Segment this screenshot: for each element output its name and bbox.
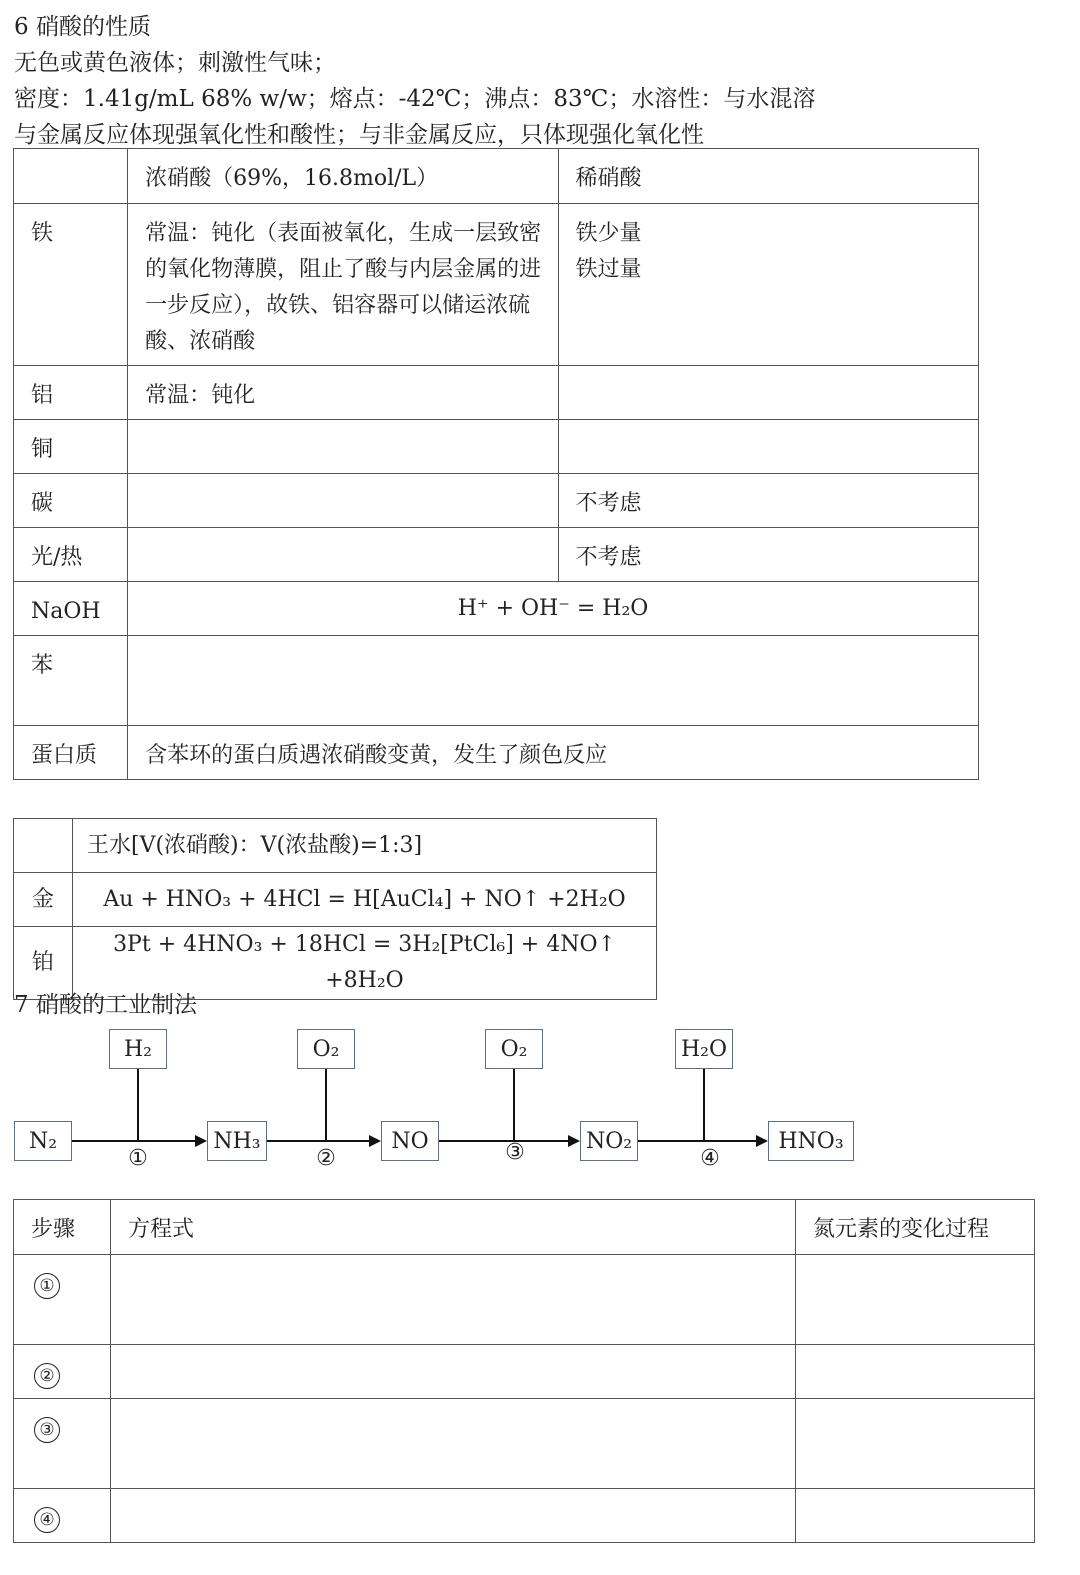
equation-cell (110, 1489, 795, 1543)
nitrogen-change-cell (795, 1489, 1034, 1543)
arrow-line (267, 1140, 371, 1142)
species-no: NO (381, 1121, 439, 1161)
equation-cell (110, 1399, 795, 1489)
aqua-regia-table (13, 818, 657, 1000)
step-number: ① (34, 1273, 60, 1299)
row-label: 金 (14, 873, 73, 927)
process-steps-table (13, 1199, 1035, 1543)
connector (513, 1069, 515, 1141)
header-equation: 方程式 (110, 1200, 795, 1255)
arrowhead (195, 1135, 207, 1147)
step-number: ④ (700, 1146, 720, 1171)
row-label: 铝 (14, 366, 128, 420)
table-row (14, 636, 979, 726)
section6-title: 6 硝酸的性质 (14, 14, 151, 40)
aqua-regia-header: 王水[V(浓硝酸)：V(浓盐酸)=1:3] (73, 819, 657, 873)
row-label: 铂 (14, 927, 73, 1000)
table-row (14, 1255, 1035, 1345)
step-number: ① (128, 1146, 148, 1171)
step-number: ④ (34, 1507, 60, 1533)
cell-dilute (558, 420, 978, 474)
reagent-h2: H₂ (109, 1029, 167, 1069)
arrow-line (72, 1140, 197, 1142)
cell-dilute: 铁少量 铁过量 (558, 204, 978, 366)
cell-concentrated: 常温：钝化（表面被氧化，生成一层致密的氧化物薄膜，阻止了酸与内层金属的进一步反应），故铁、铝容器可以储运浓硫酸、浓硝酸 (128, 204, 558, 366)
species-nh3: NH₃ (207, 1121, 267, 1161)
step-number: ② (34, 1363, 60, 1389)
step-number: ② (316, 1146, 336, 1171)
properties-line-3: 与金属反应体现强氧化性和酸性；与非金属反应，只体现强化氧化性 (14, 122, 704, 148)
step-number: ③ (34, 1417, 60, 1443)
reagent-h2o: H₂O (675, 1029, 733, 1069)
arrowhead (369, 1135, 381, 1147)
row-label: NaOH (14, 582, 128, 636)
blank-cell (14, 819, 73, 873)
row-label: 光/热 (14, 528, 128, 582)
table-row (14, 582, 979, 636)
benzene-cell (128, 636, 979, 726)
header-nitrogen-change: 氮元素的变化过程 (795, 1200, 1034, 1255)
naoh-equation: H⁺ + OH⁻ = H₂O (128, 582, 979, 636)
arrowhead (568, 1135, 580, 1147)
platinum-equation: 3Pt + 4HNO₃ + 18HCl = 3H₂[PtCl₆] + 4NO↑ +8H₂O (73, 927, 657, 1000)
header-blank (14, 149, 128, 204)
cell-concentrated: 常温：钝化 (128, 366, 558, 420)
nitrogen-change-cell (795, 1399, 1034, 1489)
cell-concentrated (128, 420, 558, 474)
arrowhead (756, 1135, 768, 1147)
header-step: 步骤 (14, 1200, 111, 1255)
row-label: 蛋白质 (14, 726, 128, 780)
equation-cell (110, 1255, 795, 1345)
protein-cell: 含苯环的蛋白质遇浓硝酸变黄，发生了颜色反应 (128, 726, 979, 780)
cell-dilute (558, 366, 978, 420)
row-label: 铁 (14, 204, 128, 366)
species-n2: N₂ (14, 1121, 72, 1161)
cell-dilute: 不考虑 (558, 528, 978, 582)
table-row (14, 1489, 1035, 1543)
cell-concentrated (128, 528, 558, 582)
equation-cell (110, 1345, 795, 1399)
cell-concentrated (128, 474, 558, 528)
cell-dilute: 不考虑 (558, 474, 978, 528)
connector (703, 1069, 705, 1141)
table-row (14, 1399, 1035, 1489)
step-number: ③ (505, 1140, 525, 1165)
species-hno3: HNO₃ (768, 1121, 854, 1161)
table-row (14, 366, 979, 420)
header-concentrated: 浓硝酸（69%，16.8mol/L） (128, 149, 558, 204)
species-no2: NO₂ (580, 1121, 638, 1161)
table-row (14, 873, 657, 927)
table-row (14, 474, 979, 528)
properties-line-1: 无色或黄色液体；刺激性气味； (14, 50, 336, 76)
row-label: 碳 (14, 474, 128, 528)
nitrogen-change-cell (795, 1345, 1034, 1399)
arrow-line (638, 1140, 758, 1142)
row-label: 铜 (14, 420, 128, 474)
row-label: 苯 (14, 636, 128, 726)
reagent-o2-2: O₂ (485, 1029, 543, 1069)
nitric-acid-reaction-table (13, 148, 979, 780)
header-dilute: 稀硝酸 (558, 149, 978, 204)
table-row (14, 528, 979, 582)
connector (137, 1069, 139, 1141)
table-row (14, 204, 979, 366)
table-row (14, 1345, 1035, 1399)
table-row (14, 726, 979, 780)
gold-equation: Au + HNO₃ + 4HCl = H[AuCl₄] + NO↑ +2H₂O (73, 873, 657, 927)
properties-line-2: 密度：1.41g/mL 68% w/w；熔点：-42℃；沸点：83℃；水溶性：与水混溶 (14, 86, 816, 112)
reagent-o2-1: O₂ (297, 1029, 355, 1069)
nitrogen-change-cell (795, 1255, 1034, 1345)
table-row (14, 420, 979, 474)
connector (325, 1069, 327, 1141)
section7-title: 7 硝酸的工业制法 (14, 992, 197, 1018)
